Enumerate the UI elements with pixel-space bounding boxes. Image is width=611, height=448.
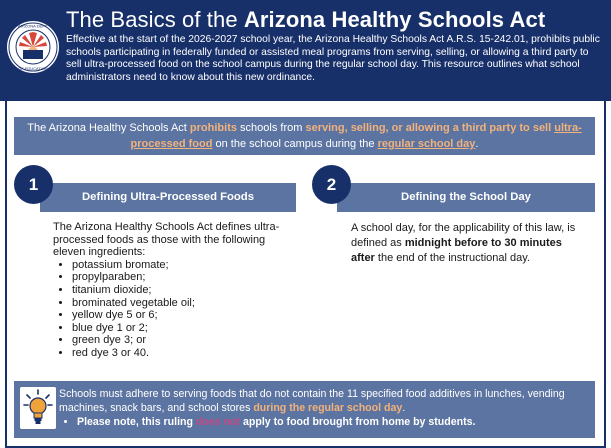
section2-heading: Defining the School Day [337,183,595,212]
summary-banner: The Arizona Healthy Schools Act prohibits schools from serving, selling, or allowing a third party to sell ultra-processed food on the school campus during the regular school day. [14,117,595,155]
seal-text: ARIZONA DEPT. [17,23,49,29]
svg-text:OF EDUCATION: OF EDUCATION [18,66,48,71]
list-item: • potassium bromate; [72,259,293,272]
reminder-box [14,381,595,438]
reminder-text [59,388,589,429]
list-item: • Please note, this ruling does not apply to food brought from home by students. [77,416,589,430]
list-item: • titanium dioxide; [72,284,293,297]
reminder-note-list [59,416,589,430]
ingredient-list [53,259,293,360]
list-item: • green dye 3; or [72,334,293,347]
lightbulb-icon [20,387,56,429]
list-item: • brominated vegetable oil; [72,297,293,310]
section1-body [53,221,293,360]
header [0,0,611,101]
section1-heading: Defining Ultra-Processed Foods [40,183,296,212]
reminder-paragraph: Schools must adhere to serving foods that do not contain the 11 specified food additives in lunches, vending machines, snack bars, and school stores during the regular school day. [59,388,565,414]
section1-intro: The Arizona Healthy Schools Act defines ultra-processed foods as those with the following eleven ingredients: [53,221,280,259]
list-item: • yellow dye 5 or 6; [72,309,293,322]
section1-number-badge: 1 [14,165,53,204]
section2-body: A school day, for the applicability of this law, is defined as midnight before to 30 minutes after the end of the instructional day. [351,222,576,264]
ade-seal-logo [6,20,60,74]
section2-number-badge: 2 [312,165,351,204]
page-title: The Basics of the Arizona Healthy Schools Act [66,7,546,32]
list-item: • propylparaben; [72,271,293,284]
list-item: • blue dye 1 or 2; [72,322,293,335]
list-item: • red dye 3 or 40. [72,347,293,360]
intro-paragraph: Effective at the start of the 2026-2027 school year, the Arizona Healthy Schools Act A.R.S. 15-242.01, prohibits public schools participating in federally funded or assisted meal programs from serving, selling, or allowing a third party to sell ultra-processed food on the school campus during the regular school day. This resource outlines what school administrators need to know about this new ordinance. [66,34,600,83]
